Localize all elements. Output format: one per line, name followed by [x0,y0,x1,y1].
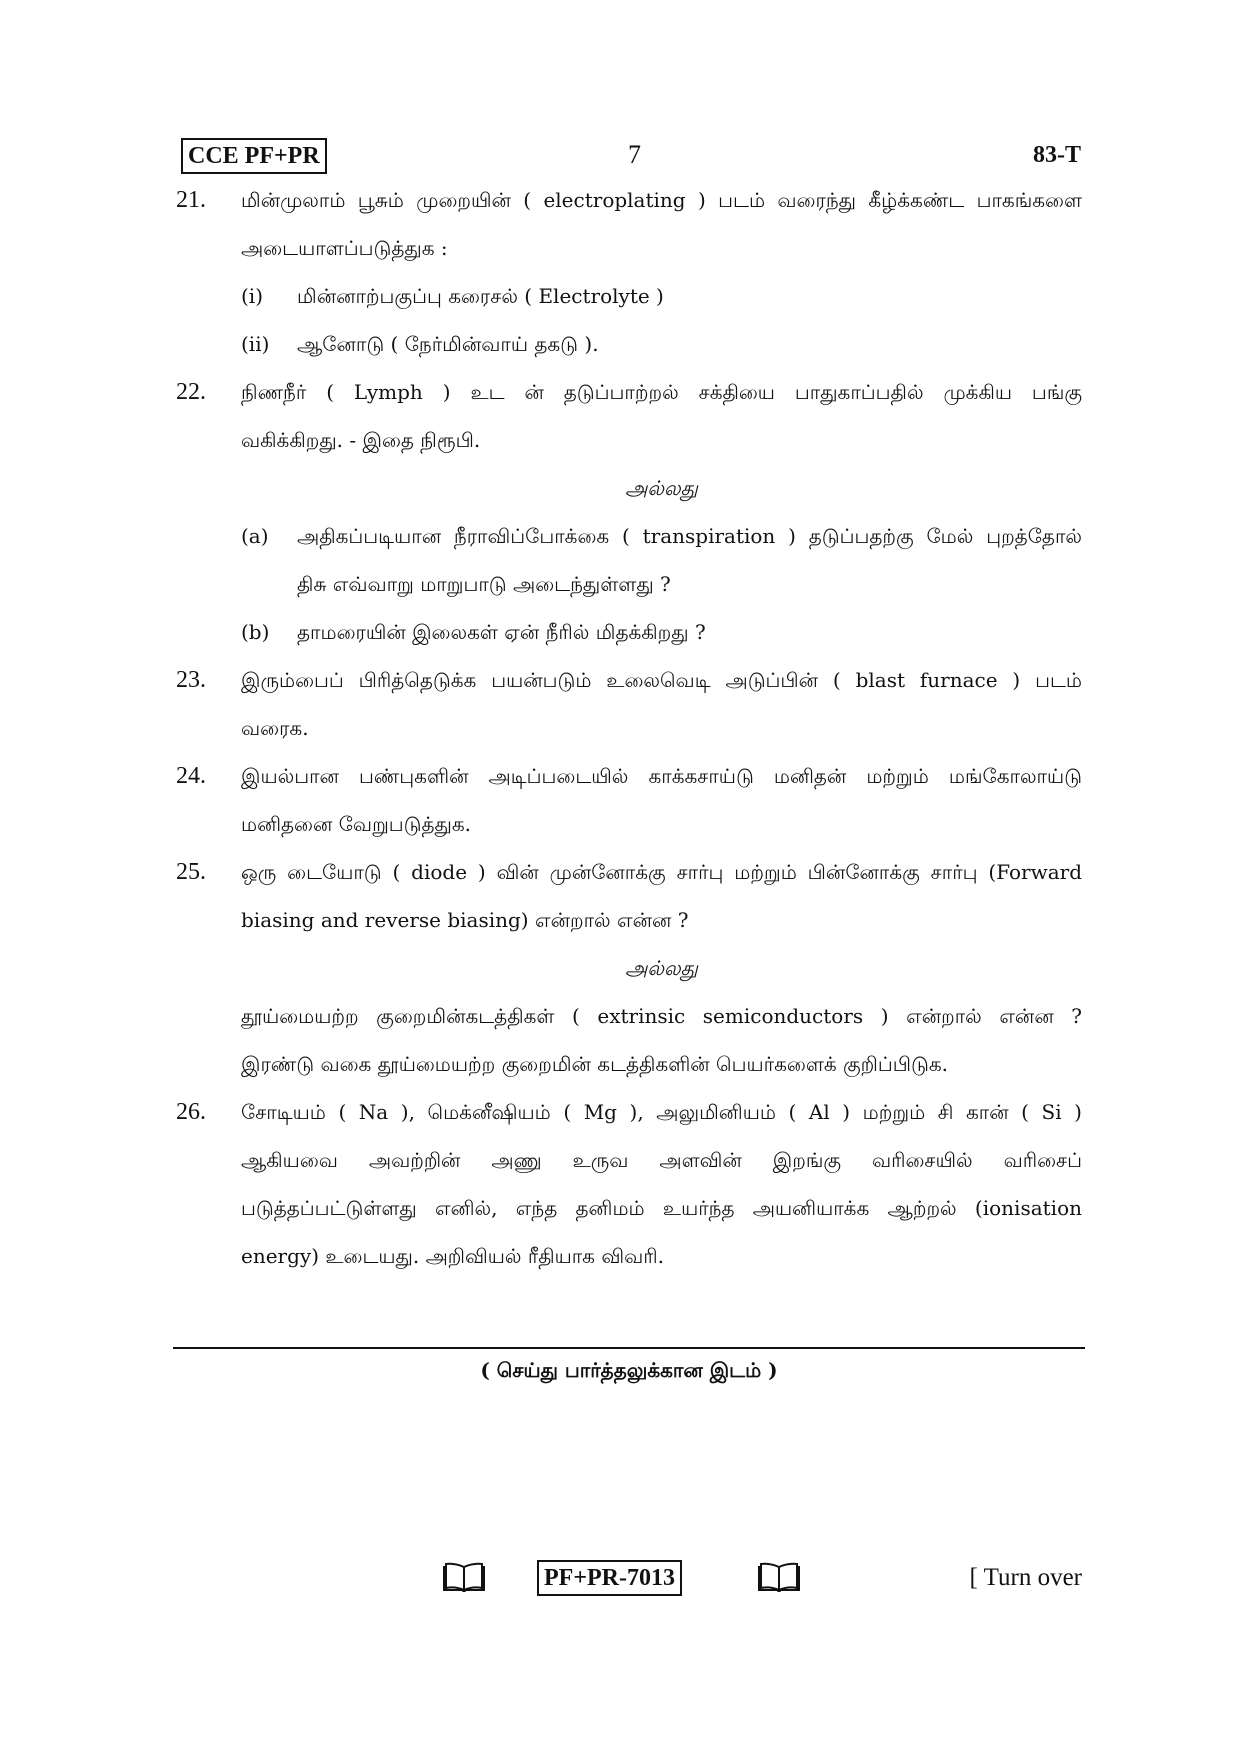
page-header [181,138,1081,176]
sub-item-label: (ii) [241,332,270,356]
question-text-line: ஒரு டையோடு ( diode ) வின் முன்னோக்கு சார்பு மற்றும் பின்னோக்கு சார்பு (Forward [241,860,1082,884]
question-number: 22. [176,379,206,405]
question-22-alternative [176,512,1082,656]
footer-paper-code-box: PF+PR-7013 [537,1560,682,1596]
question-text-line: நிணநீர் ( Lymph ) உட ன் தடுப்பாற்றல் சக்தியை பாதுகாப்பதில் முக்கிய பங்கு [241,380,1082,404]
or-separator: அல்லது [625,956,698,980]
rough-work-label: ( செய்து பார்த்தலுக்கான இடம் ) [480,1358,778,1382]
question-text-line: ஆகியவை அவற்றின் அணு உருவ அளவின் இறங்கு வரிசையில் வரிசைப் [241,1148,1082,1172]
question-text-line: biasing and reverse biasing) என்றால் என்ன ? [241,908,689,932]
sub-item-label: (a) [241,524,269,548]
page-footer [0,1560,1241,1600]
sub-item-text: திசு எவ்வாறு மாறுபாடு அடைந்துள்ளது ? [297,572,671,596]
sub-item [241,272,1082,320]
question-text-line: இயல்பான பண்புகளின் அடிப்படையில் காக்கசாய்டு மனிதன் மற்றும் மங்கோலாய்டு [241,764,1082,788]
question-22 [176,368,1082,464]
question-number: 24. [176,763,206,789]
question-text-line: தூய்மையற்ற குறைமின்கடத்திகள் ( extrinsic semiconductors ) என்றால் என்ன ? [241,1004,1082,1028]
questions-section [176,176,1082,1280]
question-21 [176,176,1082,368]
exam-code-box: CCE PF+PR [181,138,327,174]
question-text-line: மனிதனை வேறுபடுத்துக. [241,812,472,836]
page-number: 7 [628,140,641,169]
sub-item [241,320,1082,368]
question-25-alternative [176,992,1082,1088]
question-text-line: இரண்டு வகை தூய்மையற்ற குறைமின் கடத்திகளின் பெயர்களைக் குறிப்பிடுக. [241,1052,949,1076]
sub-item-text: தாமரையின் இலைகள் ஏன் நீரில் மிதக்கிறது ? [297,620,706,644]
paper-code: 83-T [1033,142,1081,168]
question-number: 25. [176,859,206,885]
sub-item-label: (i) [241,284,264,308]
sub-item-label: (b) [241,620,270,644]
question-26 [176,1088,1082,1280]
question-number: 26. [176,1099,206,1125]
sub-item-text: ஆனோடு ( நேர்மின்வாய் தகடு ). [297,332,599,356]
question-text-line: energy) உடையது. அறிவியல் ரீதியாக விவரி. [241,1244,664,1268]
question-text-line: வரைக. [241,716,309,740]
sub-item [241,608,1082,656]
question-text-line: வகிக்கிறது. - இதை நிரூபி. [241,428,481,452]
turn-over-label: [ Turn over [969,1564,1082,1591]
divider-line [173,1347,1085,1349]
or-separator: அல்லது [625,476,698,500]
question-number: 21. [176,187,206,213]
question-25 [176,848,1082,944]
question-text-line: மின்முலாம் பூசும் முறையின் ( electroplating ) படம் வரைந்து கீழ்க்கண்ட பாகங்களை [241,188,1082,212]
sub-item [241,512,1082,608]
question-text-line: இரும்பைப் பிரித்தெடுக்க பயன்படும் உலைவெடி அடுப்பின் ( blast furnace ) படம் [241,668,1082,692]
question-24 [176,752,1082,848]
sub-item-text: மின்னாற்பகுப்பு கரைசல் ( Electrolyte ) [297,284,664,308]
question-23 [176,656,1082,752]
open-book-icon [442,1562,486,1594]
question-number: 23. [176,667,206,693]
question-text-line: படுத்தப்பட்டுள்ளது எனில், எந்த தனிமம் உயர்ந்த அயனியாக்க ஆற்றல் (ionisation [241,1196,1082,1220]
open-book-icon [757,1562,801,1594]
question-text-line: சோடியம் ( Na ), மெக்னீஷியம் ( Mg ), அலுமினியம் ( Al ) மற்றும் சி கான் ( Si ) [241,1100,1082,1124]
sub-item-text: அதிகப்படியான நீராவிப்போக்கை ( transpiration ) தடுப்பதற்கு மேல் புறத்தோல் [297,524,1082,548]
question-text-line: அடையாளப்படுத்துக : [241,236,448,260]
